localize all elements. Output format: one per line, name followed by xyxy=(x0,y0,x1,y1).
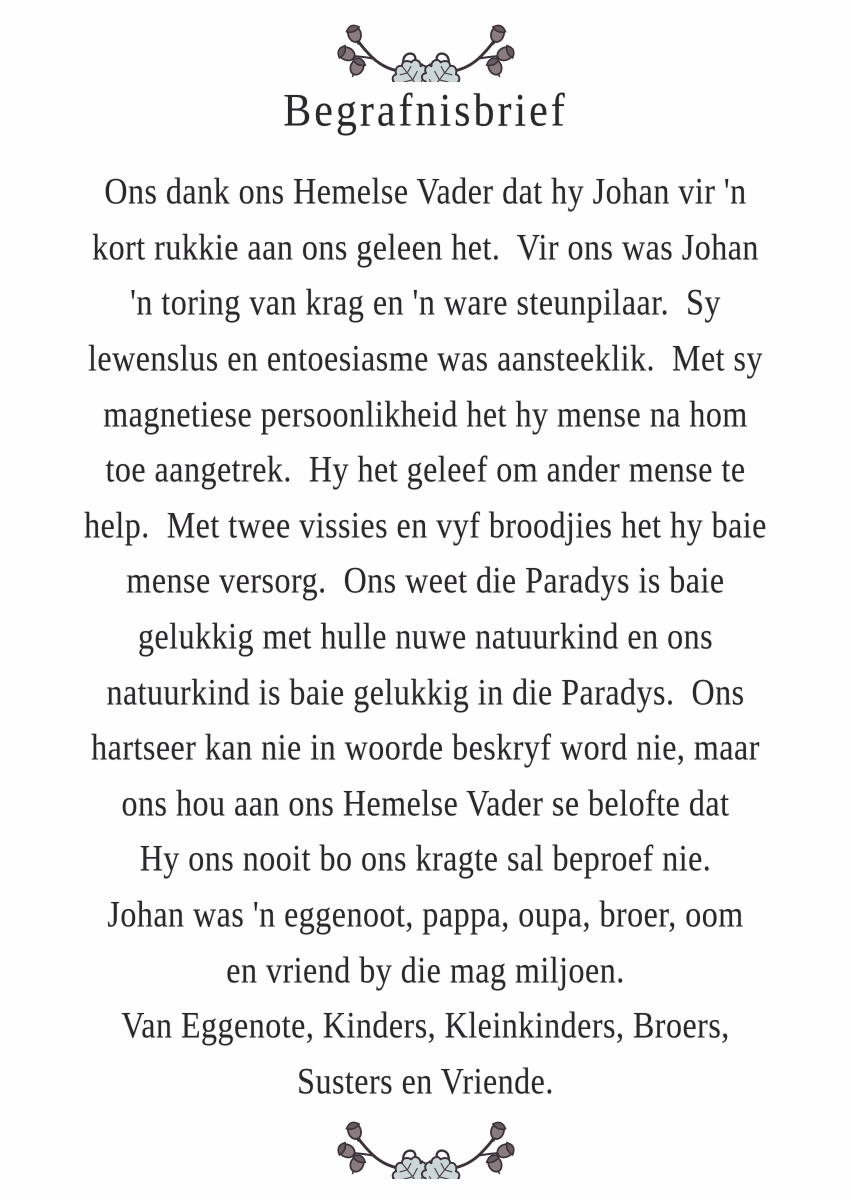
body-line: 'n toring van krag en 'n ware steunpilaar. Sy xyxy=(130,281,721,323)
body-line: natuurkind is baie gelukkig in die Paradys. Ons xyxy=(106,670,745,713)
oak-leaf-acorn-ornament-bottom xyxy=(327,1111,525,1179)
body-line: Susters en Vriende. xyxy=(297,1059,554,1102)
body-line: Hy ons nooit bo ons kragte sal beproef nie. xyxy=(139,837,712,879)
body-line: en vriend by die mag miljoen. xyxy=(226,948,625,991)
body-line: toe aangetrek. Hy het geleef om ander mense te xyxy=(105,448,746,490)
body-line: magnetiese persoonlikheid het hy mense na hom xyxy=(103,392,748,435)
body-line: Ons dank ons Hemelse Vader dat hy Johan vir 'n xyxy=(104,170,747,212)
oak-leaf-acorn-ornament-top xyxy=(327,14,525,82)
page-title: Begrafnisbrief xyxy=(283,85,568,137)
body-line: ons hou aan ons Hemelse Vader se belofte dat xyxy=(121,781,730,824)
body-line: Van Eggenote, Kinders, Kleinkinders, Broers, xyxy=(121,1004,730,1046)
body-line: hartseer kan nie in woorde beskryf word nie, maar xyxy=(91,726,760,768)
letter-body xyxy=(0,164,851,1109)
body-line: mense versorg. Ons weet die Paradys is baie xyxy=(126,559,725,601)
body-line: kort rukkie aan ons geleen het. Vir ons was Johan xyxy=(92,225,759,268)
body-line: Johan was 'n eggenoot, pappa, oupa, broer, oom xyxy=(107,893,744,935)
body-line: help. Met twee vissies en vyf broodjies het hy baie xyxy=(84,503,767,546)
body-line: gelukkig met hulle nuwe natuurkind en ons xyxy=(137,615,714,657)
body-line: lewenslus en entoesiasme was aansteeklik. Met sy xyxy=(88,337,763,379)
